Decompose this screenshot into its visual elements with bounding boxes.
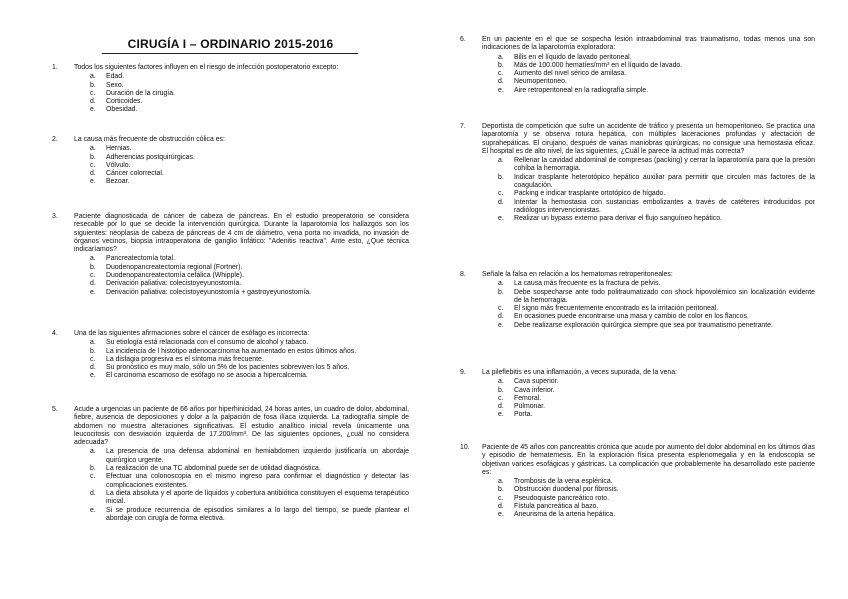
question-item: [52, 213, 409, 297]
option-text: Vólvulo.: [106, 161, 131, 169]
option-text: Su pronóstico es muy malo, sólo un 5% de los pacientes sobreviven los 5 años.: [106, 364, 350, 372]
answer-option: [498, 411, 815, 419]
option-letter: a.: [498, 378, 504, 386]
question-text: La causa más frecuente de obstrucción cólica es:: [74, 136, 225, 143]
option-letter: b.: [90, 347, 96, 355]
option-letter: b.: [90, 465, 96, 473]
option-text: Bilis en el líquido de lavado peritoneal.: [514, 53, 632, 61]
question-number: 6.: [460, 36, 466, 43]
answer-option: [90, 170, 409, 178]
question-number: 2.: [52, 136, 58, 143]
answer-options: [498, 157, 815, 223]
option-text: Neumoperitoneo.: [514, 78, 567, 86]
question-text: En un paciente en el que se sospecha lesión intraabdominal tras traumatismo, todas menos una son indicaciones de la laparotomía exploradora:: [482, 36, 815, 52]
option-text: El carcinoma escamoso de esófago no se asocia a hipercalcemia.: [106, 372, 308, 380]
question-text: Todos los siguientes factores influyen en el riesgo de infección postoperatorio excepto:: [74, 64, 339, 71]
answer-options: [498, 280, 815, 330]
option-letter: d.: [498, 503, 504, 511]
option-letter: e.: [498, 86, 504, 94]
question-item: [460, 369, 815, 420]
answer-option: [498, 313, 815, 321]
answer-option: [498, 215, 815, 223]
answer-options: [498, 54, 815, 95]
question-number: 10.: [460, 444, 470, 451]
option-letter: b.: [498, 486, 504, 494]
option-letter: e.: [90, 372, 96, 380]
question-item: [52, 330, 409, 381]
option-letter: e.: [90, 106, 96, 114]
answer-option: [90, 178, 409, 186]
option-letter: b.: [90, 81, 96, 89]
answer-options: [90, 255, 409, 296]
option-letter: b.: [90, 263, 96, 271]
option-text: Porta.: [514, 411, 533, 419]
option-text: Adherencias postquirúrgicas.: [106, 153, 195, 161]
answer-option: [498, 322, 815, 330]
answer-option: [498, 78, 815, 86]
question-item: [52, 64, 409, 115]
option-letter: a.: [90, 255, 96, 263]
answer-option: [498, 387, 815, 395]
answer-option: [90, 465, 409, 473]
option-text: Bezoar.: [106, 178, 130, 186]
option-text: El signo más frecuentemente encontrado es la irritación peritoneal.: [514, 305, 719, 313]
option-text: La causa más frecuente es la fractura de pelvis.: [514, 280, 661, 288]
answer-options: [498, 478, 815, 519]
option-letter: a.: [498, 478, 504, 486]
option-text: La dieta absoluta y el aporte de líquidos y cobertura antibiótica constituyen el esquema terapéutico inicial.: [106, 489, 409, 506]
option-text: Sexo.: [106, 81, 124, 89]
option-letter: b.: [498, 173, 504, 181]
option-letter: c.: [90, 161, 96, 169]
answer-option: [498, 403, 815, 411]
answer-option: [498, 305, 815, 313]
question-number: 8.: [460, 271, 466, 278]
answer-option: [498, 70, 815, 78]
question-text: Paciente diagnosticada de cáncer de cabeza de páncreas. En el estudio preoperatorio se considera resecable por lo que se decide la intervención quirúrgica. Durante la laparotomía los hallazgos son los siguientes: neoplasia de cabeza de páncreas de 4 cm de diámetro, vena porta no invadida, no invasión de órganos vecinos, biopsia intraoperatoria de ganglio linfático: "Adenitis reactiva". Ante esto, ¿Qué técnica indicaríamos?: [74, 213, 409, 254]
option-text: Hernias.: [106, 145, 132, 153]
question-item: [52, 406, 409, 523]
option-text: La incidencia de l histotipo adenocarcinoma ha aumentado en estos últimos años.: [106, 347, 357, 355]
answer-option: [498, 62, 815, 70]
option-letter: c.: [498, 70, 504, 78]
option-letter: a.: [90, 145, 96, 153]
answer-option: [498, 495, 815, 503]
answer-option: [90, 490, 409, 507]
answer-option: [90, 82, 409, 90]
option-letter: d.: [90, 98, 96, 106]
option-text: Trombosis de la vena esplénica.: [514, 478, 613, 486]
option-letter: c.: [90, 355, 96, 363]
option-letter: a.: [498, 53, 504, 61]
option-letter: b.: [498, 386, 504, 394]
question-text: Acude a urgencias un paciente de 66 años por hiperhinicidad, 24 horas antes, un cuadro de dolor, abdominal, fiebre, ausencia de deposiciones y dolor a la palpación de fosa ilíaca izquierda. La radiografía simple de abdomen no muestra alteraciones significativas. El estudio analítico inicial revela únicamente una leucocitosis con desviación izquierda de 17.200/mm³. De las siguientes opciones, ¿cuál no considera adecuada?: [74, 406, 409, 447]
answer-option: [498, 378, 815, 386]
answer-option: [90, 90, 409, 98]
answer-option: [90, 154, 409, 162]
question-number: 9.: [460, 369, 466, 376]
option-letter: d.: [90, 170, 96, 178]
answer-option: [90, 272, 409, 280]
question-text: Una de las siguientes afirmaciones sobre el cáncer de esófago es incorrecta:: [74, 330, 310, 337]
question-number: 1.: [52, 64, 58, 71]
answer-option: [90, 280, 409, 288]
option-letter: a.: [90, 448, 96, 456]
answer-options: [90, 73, 409, 114]
option-letter: b.: [90, 153, 96, 161]
answer-option: [90, 73, 409, 81]
answer-option: [90, 364, 409, 372]
option-text: Debe sospecharse ante todo politraumatizado con shock hipovolémico sin localización evidente de la hemorragia.: [514, 288, 815, 304]
answer-options: [90, 448, 409, 523]
answer-option: [498, 157, 815, 174]
option-text: Si se produce recurrencia de episodios similares a lo largo del tiempo, se puede plantear el abordaje con cirugía de forma electiva.: [106, 506, 409, 522]
option-text: Duración de la cirugía.: [106, 89, 175, 97]
option-text: Pulmonar.: [514, 403, 546, 411]
option-text: Duodenopancreatectomía regional (Fortner).: [106, 263, 243, 271]
answer-option: [90, 106, 409, 114]
option-letter: d.: [498, 313, 504, 321]
option-text: En ocasiones puede encontrarse una masa y cambio de color en los flancos.: [514, 313, 749, 321]
option-text: Más de 100.000 hematíes/mm³ en el líquido de lavado.: [514, 61, 683, 69]
option-text: Femoral.: [514, 394, 542, 402]
option-letter: d.: [90, 489, 96, 497]
question-item: [460, 123, 815, 224]
question-number: 4.: [52, 330, 58, 337]
question-number: 3.: [52, 213, 58, 220]
option-text: Rellenar la cavidad abdominal de compresas (packing) y cerrar la laparotomía para que la presión cohíba la hemorragia.: [514, 157, 815, 173]
answer-option: [498, 478, 815, 486]
answer-options: [90, 145, 409, 186]
answer-option: [498, 486, 815, 494]
option-text: Intentar la hemostasia con sustancias embolizantes a través de catéteres introducidos por radiólogos intervencionistas.: [514, 198, 815, 214]
answer-option: [498, 395, 815, 403]
option-letter: a.: [90, 339, 96, 347]
answer-options: [90, 339, 409, 380]
option-text: La presencia de una defensa abdominal en hemiabdomen izquierdo justificaría un abordaje quirúrgico urgente.: [106, 448, 409, 464]
option-text: Aneurisma de la arteria hepática.: [514, 511, 616, 519]
option-text: Obstrucción duodenal por fibrosis.: [514, 486, 619, 494]
option-letter: e.: [498, 321, 504, 329]
option-letter: c.: [90, 473, 96, 481]
option-letter: c.: [498, 190, 504, 198]
option-letter: c.: [498, 394, 504, 402]
option-text: Derivación paliativa: colecistoyeyunostomía + gastroyeyunostomía.: [106, 288, 312, 296]
option-text: Obesidad.: [106, 106, 138, 114]
answer-option: [90, 356, 409, 364]
question-text: Señale la falsa en relación a los hematomas retroperitoneales:: [482, 271, 673, 278]
answer-option: [90, 255, 409, 263]
answer-option: [498, 174, 815, 191]
option-text: Pancreatectomía total.: [106, 255, 175, 263]
option-text: Cava superior.: [514, 378, 559, 386]
question-item: [460, 444, 815, 520]
answer-option: [498, 503, 815, 511]
answer-option: [90, 162, 409, 170]
option-letter: e.: [90, 288, 96, 296]
option-letter: c.: [90, 89, 96, 97]
option-text: Su etiología está relacionada con el consumo de alcohol y tabaco.: [106, 339, 309, 347]
option-text: Aumento del nivel sérico de amilasa.: [514, 70, 627, 78]
option-letter: a.: [498, 157, 504, 165]
answer-option: [90, 289, 409, 297]
option-text: Cava inferior.: [514, 386, 555, 394]
option-text: La disfagia progresiva es el síntoma más frecuente.: [106, 355, 264, 363]
option-letter: d.: [498, 198, 504, 206]
option-text: Packing e indicar trasplante ortotópico de hígado.: [514, 190, 666, 198]
option-text: Realizar un bypass externo para derivar el flujo sanguíneo hepático.: [514, 215, 722, 223]
option-letter: d.: [498, 78, 504, 86]
answer-option: [498, 199, 815, 216]
option-letter: b.: [498, 288, 504, 296]
option-text: Duodenopancreatectomía cefálica (Whipple).: [106, 272, 244, 280]
question-number: 5.: [52, 406, 58, 413]
question-text: La pileflebitis es una inflamación, a veces supurada, de la vena:: [482, 369, 677, 376]
answer-option: [498, 87, 815, 95]
answer-option: [498, 54, 815, 62]
title-underline: [102, 53, 358, 54]
answer-option: [90, 473, 409, 490]
option-letter: c.: [498, 305, 504, 313]
option-letter: b.: [498, 61, 504, 69]
option-text: Pseudoquiste pancreático roto.: [514, 494, 609, 502]
option-letter: a.: [90, 73, 96, 81]
question-text: Deportista de competición que sufre un accidente de tráfico y presenta un hemoperitoneo. Se practica una laparotomía y se observa rotura hepática, con múltiples laceraciones profundas y afectación de suprahepáticas. El cirujano, después de varias maniobras quirúrgicas, no consigue una hemostasia eficaz. El hospital es de alto nivel, de las siguientes, ¿Cuál le parece la actitud más correcta?: [482, 123, 815, 155]
option-letter: d.: [498, 403, 504, 411]
answer-option: [90, 339, 409, 347]
answer-option: [90, 372, 409, 380]
answer-option: [90, 507, 409, 524]
option-text: Indicar trasplante heterotópico hepático auxiliar para permitir que circulen más factores de la coagulación.: [514, 173, 815, 190]
option-letter: e.: [498, 215, 504, 223]
option-letter: e.: [90, 178, 96, 186]
option-text: La realización de una TC abdominal puede ser de utilidad diagnóstica.: [106, 465, 321, 473]
question-item: [460, 271, 815, 330]
option-letter: c.: [90, 272, 96, 280]
option-text: Debe realizarse exploración quirúrgica siempre que sea por traumatismo penetrante.: [514, 321, 773, 329]
answer-option: [90, 348, 409, 356]
option-letter: c.: [498, 494, 504, 502]
question-item: [460, 36, 815, 95]
option-text: Fístula pancreática al bazo.: [514, 503, 599, 511]
answer-option: [498, 280, 815, 288]
option-text: Efectuar una colonoscopia en el mismo ingreso para confirmar el diagnóstico y detectar las complicaciones existentes.: [106, 473, 409, 489]
option-text: Corticoides.: [106, 98, 143, 106]
option-letter: a.: [498, 280, 504, 288]
page-title: CIRUGÍA I – ORDINARIO 2015-2016: [127, 37, 334, 51]
question-text: Paciente de 45 años con pancreatitis crónica que acude por aumento del dolor abdominal en los últimos días y episodio de hematemesis. En la exploración física presenta esplenomegalia y en la endoscopia se objetivan varices esofágicas y gástricas. La complicación que probablemente ha desarrollado este paciente es:: [482, 444, 815, 476]
option-text: Edad.: [106, 73, 125, 81]
answer-option: [498, 511, 815, 519]
answer-option: [498, 289, 815, 306]
answer-option: [498, 190, 815, 198]
option-letter: e.: [90, 506, 96, 514]
option-text: Cáncer colorrectal.: [106, 170, 164, 178]
option-text: Aire retroperitoneal en la radiografía simple.: [514, 86, 649, 94]
option-text: Derivación paliativa: colecistoyeyunostomía.: [106, 280, 242, 288]
answer-option: [90, 448, 409, 465]
option-letter: e.: [498, 411, 504, 419]
answer-options: [498, 378, 815, 419]
answer-option: [90, 145, 409, 153]
option-letter: e.: [498, 511, 504, 519]
answer-option: [90, 98, 409, 106]
question-number: 7.: [460, 123, 466, 130]
question-item: [52, 136, 409, 187]
option-letter: d.: [90, 280, 96, 288]
option-letter: d.: [90, 364, 96, 372]
answer-option: [90, 264, 409, 272]
